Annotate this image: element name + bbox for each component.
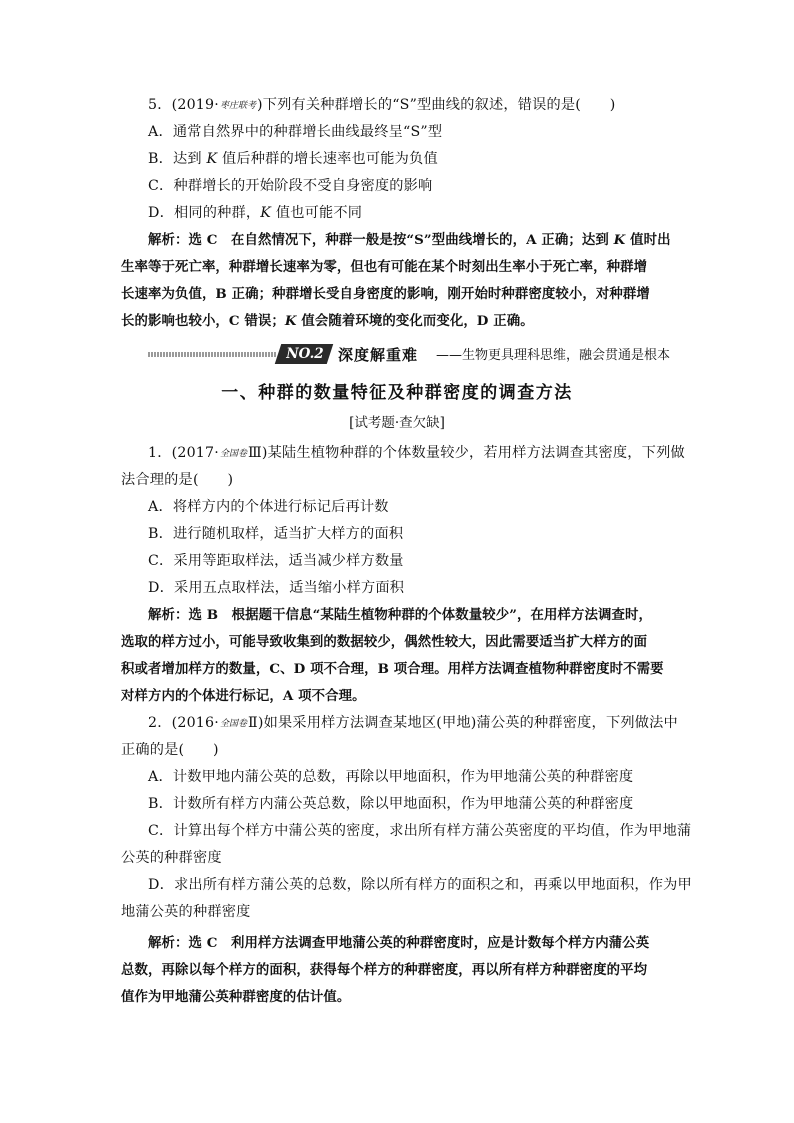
q5-analysis-line4: 长的影响也较小，C 错误；K 值会随着环境的变化而变化，D 正确。 bbox=[121, 313, 534, 329]
q5-option-a: A．通常自然界中的种群增长曲线最终呈“S”型 bbox=[148, 124, 443, 140]
q2-option-c-line2: 公英的种群密度 bbox=[121, 850, 222, 866]
q2-source: 全国卷 bbox=[219, 719, 247, 729]
q2-stem-line2: 正确的是( ) bbox=[121, 742, 219, 758]
banner-tagline: ——生物更具理科思维，融会贯通是根本 bbox=[436, 348, 671, 363]
q5-option-c: C．种群增长的开始阶段不受自身密度的影响 bbox=[148, 178, 433, 194]
q5-option-b: B．达到 K 值后种群的增长速率也可能为负值 bbox=[148, 151, 438, 167]
q2-option-a: A．计数甲地内蒲公英的总数，再除以甲地面积，作为甲地蒲公英的种群密度 bbox=[148, 769, 634, 785]
section-heading: 一、种群的数量特征及种群密度的调查方法 bbox=[221, 383, 573, 403]
q5-stem: 5．(2019·枣庄联考)下列有关种群增长的“S”型曲线的叙述，错误的是( ) bbox=[148, 97, 616, 113]
q2-option-d-line2: 地蒲公英的种群密度 bbox=[121, 904, 251, 920]
section-banner bbox=[148, 344, 688, 366]
q2-option-d-line1: D．求出所有样方蒲公英的总数，除以所有样方的面积之和，再乘以甲地面积，作为甲 bbox=[148, 877, 692, 893]
q1-stem-line2: 法合理的是( ) bbox=[121, 472, 234, 488]
q2-stem: 2．(2016·全国卷Ⅱ)如果采用样方法调查某地区(甲地)蒲公英的种群密度，下列做法中 bbox=[148, 715, 678, 731]
q5-analysis-line1: 解析：选 C 在自然情况下，种群一般是按“S”型曲线增长的，A 正确；达到 K 值时出 bbox=[148, 232, 671, 248]
q2-option-b: B．计数所有样方内蒲公英总数，除以甲地面积，作为甲地蒲公英的种群密度 bbox=[148, 796, 634, 812]
q2-analysis-line2: 总数，再除以每个样方的面积，获得每个样方的种群密度，再以所有样方种群密度的平均 bbox=[121, 962, 648, 978]
banner-badge-text: NO.2 bbox=[286, 346, 324, 362]
q1-analysis-line2: 选取的样方过小，可能导致收集到的数据较少，偶然性较大，因此需要适当扩大样方的面 bbox=[121, 634, 648, 650]
q1-option-a: A．将样方内的个体进行标记后再计数 bbox=[148, 499, 389, 515]
q1-analysis-line3: 积或者增加样方的数量，C、D 项不合理，B 项合理。用样方法调查植物种群密度时不需要 bbox=[121, 661, 664, 677]
banner-stripe bbox=[148, 352, 276, 357]
banner-title: 深度解重难 bbox=[338, 346, 419, 364]
q5-analysis-line2: 生率等于死亡率，种群增长速率为零，但也有可能在某个时刻出生率小于死亡率，种群增 bbox=[121, 259, 648, 275]
q1-option-c: C．采用等距取样法，适当减少样方数量 bbox=[148, 553, 404, 569]
q2-analysis-line1: 解析：选 C 利用样方法调查甲地蒲公英的种群密度时，应是计数每个样方内蒲公英 bbox=[148, 935, 650, 951]
q1-option-d: D．采用五点取样法，适当缩小样方面积 bbox=[148, 580, 405, 596]
q2-option-c-line1: C．计算出每个样方中蒲公英的密度，求出所有样方蒲公英密度的平均值，作为甲地蒲 bbox=[148, 823, 692, 839]
q5-option-d: D．相同的种群，K 值也可能不同 bbox=[148, 205, 363, 221]
q1-analysis-line1: 解析：选 B 根据题干信息“某陆生植物种群的个体数量较少”，在用样方法调查时， bbox=[148, 607, 652, 623]
q1-analysis-line4: 对样方内的个体进行标记，A 项不合理。 bbox=[121, 688, 366, 704]
q1-source: 全国卷 bbox=[219, 449, 247, 459]
q5-source: 枣庄联考 bbox=[219, 101, 256, 111]
q2-analysis-line3: 值作为甲地蒲公英种群密度的估计值。 bbox=[121, 989, 351, 1005]
section-subheading: [试考题·查欠缺] bbox=[349, 415, 445, 431]
q1-stem: 1．(2017·全国卷Ⅲ)某陆生植物种群的个体数量较少，若用样方法调查其密度，下列做 bbox=[148, 445, 685, 461]
q1-option-b: B．进行随机取样，适当扩大样方的面积 bbox=[148, 526, 404, 542]
q5-analysis-line3: 长速率为负值，B 正确；种群增长受自身密度的影响，刚开始时种群密度较小，对种群增 bbox=[121, 286, 650, 302]
